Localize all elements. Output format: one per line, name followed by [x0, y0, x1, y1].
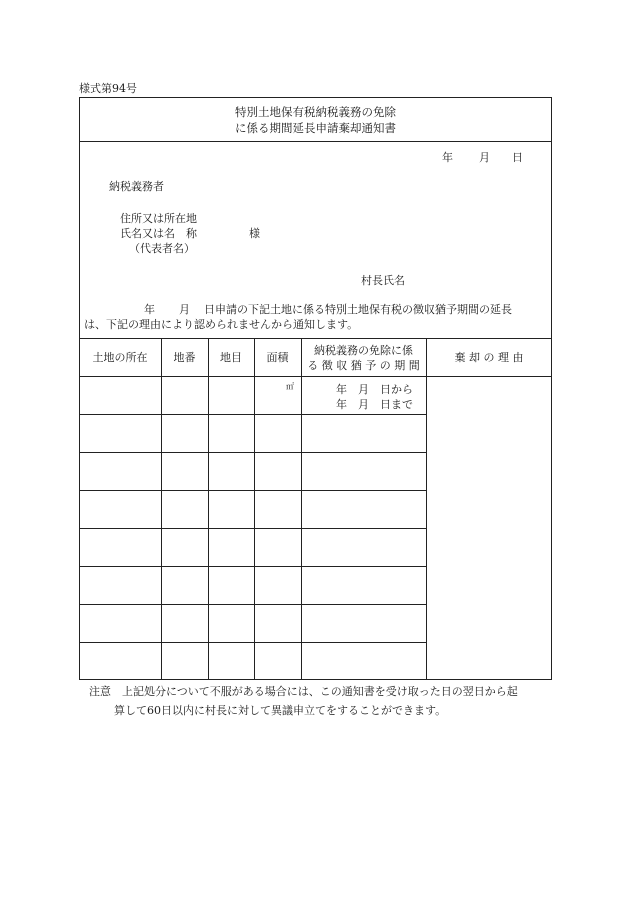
table-row-line	[79, 414, 427, 415]
header-grace-period-line1: 納税義務の免除に係	[314, 344, 413, 357]
header-rejection-reason: 棄 却 の 理 由	[454, 351, 524, 364]
header-grace-period-line2: る 徴 収 猶 予 の 期 間	[307, 359, 420, 372]
area-unit: ㎡	[286, 382, 294, 391]
table-column-line	[208, 338, 209, 680]
header-land-category: 地目	[220, 351, 242, 364]
table-row-line	[79, 528, 427, 529]
notice-year: 年	[144, 303, 155, 316]
honorific: 様	[249, 227, 260, 240]
table-row-line	[79, 490, 427, 491]
table-row-line	[79, 642, 427, 643]
notice-line1: 日申請の下記土地に係る特別土地保有税の徴収猶予期間の延長	[204, 303, 512, 316]
table-column-line	[254, 338, 255, 680]
table-row-line	[79, 452, 427, 453]
note-line2: 算して60日以内に村長に対して異議申立てをすることができます。	[114, 704, 447, 717]
table-top-border	[79, 338, 552, 339]
title-divider	[79, 141, 552, 142]
note-line1: 注意 上記処分について不服がある場合には、この通知書を受け取った日の翌日から起	[89, 685, 518, 698]
date-day-label: 日	[512, 151, 523, 164]
table-column-line	[426, 338, 427, 680]
date-month-label: 月	[479, 151, 490, 164]
mayor-name-label: 村長氏名	[361, 274, 405, 287]
table-header-border	[79, 376, 552, 377]
table-column-line	[301, 338, 302, 680]
representative-label: （代表者名）	[129, 242, 195, 255]
notice-line2: は、下記の理由により認められませんから通知します。	[84, 318, 359, 331]
grace-period-to: 年 月 日まで	[336, 398, 413, 411]
grace-period-from: 年 月 日から	[336, 383, 413, 396]
table-row-line	[79, 566, 427, 567]
name-label: 氏名又は名 称	[120, 227, 197, 240]
header-land-location: 土地の所在	[92, 351, 148, 364]
form-title-line1: 特別土地保有税納税義務の免除	[235, 105, 396, 119]
header-lot-number: 地番	[173, 351, 196, 364]
notice-month: 月	[179, 303, 190, 316]
date-year-label: 年	[442, 151, 453, 164]
table-column-line	[161, 338, 162, 680]
header-area: 面積	[266, 351, 289, 364]
taxpayer-heading: 納税義務者	[109, 180, 164, 193]
address-label: 住所又は所在地	[120, 212, 197, 225]
form-title-line2: に係る期間延長申請棄却通知書	[235, 121, 396, 135]
table-row-line	[79, 604, 427, 605]
form-number: 様式第94号	[79, 82, 137, 95]
